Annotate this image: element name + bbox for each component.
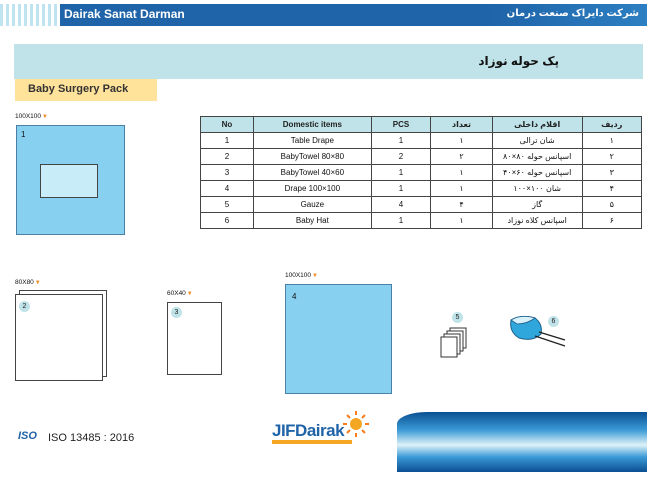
cell-count-fa: ۱ xyxy=(431,133,493,149)
cell-items-fa: شان ۱۰۰×۱۰۰ xyxy=(492,181,582,197)
cell-row-fa: ۶ xyxy=(582,213,641,229)
cell-domestic: Gauze xyxy=(253,197,371,213)
col-domestic: Domestic items xyxy=(253,117,371,133)
item4-drape xyxy=(285,284,392,394)
brand-title-fa: شرکت دایراک صنعت درمان xyxy=(506,8,639,19)
cell-count-fa: ۱ xyxy=(431,213,493,229)
cell-items-fa: گاز xyxy=(492,197,582,213)
item5-number: 5 xyxy=(452,312,463,323)
cell-items-fa: اسپانس حوله ۶۰×۴۰ xyxy=(492,165,582,181)
item1-window xyxy=(40,164,98,198)
cell-domestic: Baby Hat xyxy=(253,213,371,229)
logo-text: JIFDairak xyxy=(272,421,345,440)
table-row xyxy=(201,181,642,197)
cell-items-fa: اسپانس حوله ۸۰×۸۰ xyxy=(492,149,582,165)
cell-row-fa: ۱ xyxy=(582,133,641,149)
cell-count-fa: ۱ xyxy=(431,181,493,197)
top-header xyxy=(0,4,647,26)
item2-dimension: 80X80▼ xyxy=(15,279,41,286)
cell-domestic: BabyTowel 40×60 xyxy=(253,165,371,181)
item4-number: 4 xyxy=(292,292,297,301)
brand-title: Dairak Sanat Darman xyxy=(64,7,185,21)
pack-title: Baby Surgery Pack xyxy=(28,83,129,95)
cell-no: 3 xyxy=(201,165,254,181)
cell-domestic: Table Drape xyxy=(253,133,371,149)
item5-gauze xyxy=(438,318,472,360)
cell-domestic: Drape 100×100 xyxy=(253,181,371,197)
item3-number: 3 xyxy=(171,307,182,318)
cell-no: 1 xyxy=(201,133,254,149)
table-row xyxy=(201,165,642,181)
cell-count-fa: ۱ xyxy=(431,165,493,181)
table-row xyxy=(201,197,642,213)
cell-no: 6 xyxy=(201,213,254,229)
header-stripe xyxy=(0,4,60,26)
table-header-row xyxy=(201,117,642,133)
cell-pcs: 1 xyxy=(371,133,430,149)
page-title-fa: پک حوله نوزاد xyxy=(478,54,559,68)
cell-no: 4 xyxy=(201,181,254,197)
col-items-fa: اقلام داخلی xyxy=(492,117,582,133)
item4-dimension: 100X100▼ xyxy=(285,272,318,279)
cell-row-fa: ۴ xyxy=(582,181,641,197)
col-pcs: PCS xyxy=(371,117,430,133)
cell-no: 2 xyxy=(201,149,254,165)
cell-no: 5 xyxy=(201,197,254,213)
item3-towel xyxy=(167,302,222,375)
cell-items-fa: اسپانس کلاه نوزاد xyxy=(492,213,582,229)
col-row-fa: ردیف xyxy=(582,117,641,133)
cell-pcs: 4 xyxy=(371,197,430,213)
cell-items-fa: شان ترالی xyxy=(492,133,582,149)
cell-count-fa: ۲ xyxy=(431,149,493,165)
cell-pcs: 1 xyxy=(371,165,430,181)
col-no: No xyxy=(201,117,254,133)
footer-wave xyxy=(397,412,647,472)
item1-drape xyxy=(16,125,125,235)
iso-mark-icon: ISO xyxy=(18,430,37,442)
item1-number: 1 xyxy=(21,130,26,139)
item1-dimension: 100X100▼ xyxy=(15,113,48,120)
item2-towel xyxy=(15,294,103,381)
cell-count-fa: ۴ xyxy=(431,197,493,213)
item3-dimension: 60X40▼ xyxy=(167,290,193,297)
cell-pcs: 1 xyxy=(371,213,430,229)
item6-number: 6 xyxy=(548,316,559,327)
table-row xyxy=(201,149,642,165)
items-table xyxy=(200,116,642,229)
logo-underline xyxy=(272,440,352,444)
table-row xyxy=(201,213,642,229)
col-count-fa: تعداد xyxy=(431,117,493,133)
iso-certification: ISO 13485 : 2016 xyxy=(48,432,135,444)
item2-number: 2 xyxy=(19,301,30,312)
cell-pcs: 2 xyxy=(371,149,430,165)
cell-row-fa: ۵ xyxy=(582,197,641,213)
cell-domestic: BabyTowel 80×80 xyxy=(253,149,371,165)
table-row xyxy=(201,133,642,149)
cell-row-fa: ۲ xyxy=(582,149,641,165)
cell-pcs: 1 xyxy=(371,181,430,197)
cell-row-fa: ۳ xyxy=(582,165,641,181)
